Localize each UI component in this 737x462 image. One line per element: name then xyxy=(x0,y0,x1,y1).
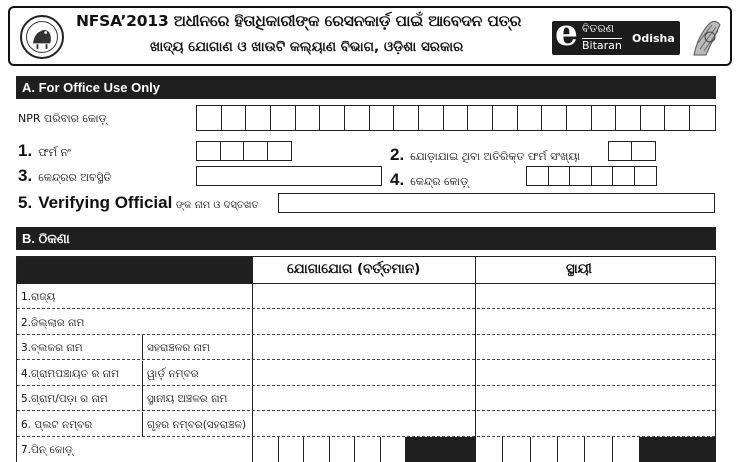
row-label: 1.ରାଜ୍ୟ xyxy=(21,291,56,303)
digit-box[interactable] xyxy=(641,106,666,130)
center-location-field[interactable] xyxy=(196,166,382,186)
row-sub-label: ୱାର୍ଡ଼ ନମ୍ବର xyxy=(147,368,199,380)
logo-e: e xyxy=(555,12,578,54)
pin-blank-permanent xyxy=(639,437,715,462)
center-location-label: 3. କେନ୍ଦ୍ରର ଅବସ୍ଥିତି xyxy=(18,166,112,185)
divider xyxy=(142,412,143,437)
form-number-label: 1. ଫର୍ମ ନଂ xyxy=(18,141,71,160)
digit-box[interactable] xyxy=(268,142,292,160)
e-bitaran-logo xyxy=(552,12,680,55)
pin-digit-box[interactable] xyxy=(303,437,329,462)
digit-box[interactable] xyxy=(197,106,222,130)
digit-box[interactable] xyxy=(635,167,657,185)
digit-box[interactable] xyxy=(444,106,469,130)
address-table xyxy=(16,256,716,462)
additional-forms-count-boxes[interactable] xyxy=(608,141,656,161)
digit-box[interactable] xyxy=(244,142,268,160)
digit-box[interactable] xyxy=(296,106,321,130)
digit-box[interactable] xyxy=(345,106,370,130)
row-label: 4.ଗ୍ରାମପଞ୍ଚାୟତ ର ନାମ xyxy=(21,368,119,380)
present-address-field[interactable] xyxy=(253,284,474,309)
row-label: 6. ପ୍ଲଟ ନମ୍ବର xyxy=(21,419,93,431)
center-code-label: 4. କେନ୍ଦ୍ର କୋଡ଼୍ xyxy=(390,170,469,189)
divider xyxy=(142,335,143,360)
form-header xyxy=(8,6,732,66)
digit-box[interactable] xyxy=(419,106,444,130)
divider xyxy=(142,386,143,411)
digit-box[interactable] xyxy=(518,106,543,130)
digit-box[interactable] xyxy=(468,106,493,130)
additional-forms-label: 2. ଯୋଡ଼ାଯାଇ ଥିବା ଅତିରିକ୍ତ ଫର୍ମ ସଂଖ୍ୟା xyxy=(390,145,580,164)
section-a-heading: A. For Office Use Only xyxy=(16,76,716,99)
digit-box[interactable] xyxy=(246,106,271,130)
digit-box[interactable] xyxy=(493,106,518,130)
konark-wheel-sketch-icon xyxy=(686,15,726,61)
present-address-field[interactable] xyxy=(253,335,474,360)
pin-digit-box[interactable] xyxy=(380,437,406,462)
verifying-official-label: 5. Verifying Official ଙ୍କ ନାମ ଓ ଦସ୍ତଖତ xyxy=(18,193,259,212)
pin-digit-box[interactable] xyxy=(354,437,380,462)
pin-digit-box[interactable] xyxy=(612,437,639,462)
logo-bitaran-text: Bitaran xyxy=(582,39,622,52)
digit-box[interactable] xyxy=(394,106,419,130)
digit-box[interactable] xyxy=(370,106,395,130)
digit-box[interactable] xyxy=(613,167,635,185)
digit-box[interactable] xyxy=(570,167,592,185)
npr-family-code-label: NPR ପରିବାର କୋଡ଼୍ xyxy=(18,112,107,125)
pin-digit-box[interactable] xyxy=(502,437,529,462)
row-label: 3.ବ୍ଲକର ନାମ xyxy=(21,342,83,354)
section-b-heading: B. ଠିକଣା xyxy=(16,227,716,250)
npr-family-code-boxes[interactable] xyxy=(196,105,716,131)
present-address-field[interactable] xyxy=(253,361,474,386)
digit-box[interactable] xyxy=(549,167,571,185)
digit-box[interactable] xyxy=(320,106,345,130)
address-table-header-row xyxy=(17,257,715,284)
logo-odia-text: ବିତରଣ xyxy=(582,22,614,35)
form-number-boxes[interactable] xyxy=(196,141,292,161)
logo-odisha-text: Odisha xyxy=(632,32,675,45)
digit-box[interactable] xyxy=(592,106,617,130)
divider xyxy=(142,361,143,386)
pin-digit-box[interactable] xyxy=(475,437,502,462)
department-name: ଖାଦ୍ୟ ଯୋଗାଣ ଓ ଖାଉଟି କଲ୍ୟାଣ ବିଭାଗ, ଓଡ଼ିଶା ସରକାର xyxy=(150,39,464,55)
digit-box[interactable] xyxy=(222,106,247,130)
permanent-address-field[interactable] xyxy=(476,361,714,386)
digit-box[interactable] xyxy=(616,106,641,130)
digit-box[interactable] xyxy=(221,142,245,160)
digit-box[interactable] xyxy=(527,167,549,185)
row-label: 2.ଜିଲ୍ଲାର ନାମ xyxy=(21,317,85,329)
digit-box[interactable] xyxy=(665,106,690,130)
pin-digit-box[interactable] xyxy=(252,437,278,462)
present-address-field[interactable] xyxy=(253,310,474,335)
pin-digit-box[interactable] xyxy=(557,437,584,462)
permanent-address-field[interactable] xyxy=(476,284,714,309)
pin-blank-present xyxy=(405,437,475,462)
odisha-emblem-icon xyxy=(20,15,64,59)
digit-box[interactable] xyxy=(271,106,296,130)
col-header-permanent-address: ସ୍ଥାୟୀ xyxy=(566,261,592,277)
row-sub-label: ସହରାଞ୍ଚଳର ନାମ xyxy=(147,342,210,354)
digit-box[interactable] xyxy=(609,142,632,160)
permanent-address-field[interactable] xyxy=(476,412,714,437)
center-code-boxes[interactable] xyxy=(526,166,657,186)
pin-digit-box[interactable] xyxy=(329,437,355,462)
pin-digit-box[interactable] xyxy=(278,437,304,462)
permanent-address-field[interactable] xyxy=(476,386,714,411)
verifying-official-field[interactable] xyxy=(278,193,715,213)
row-sub-label: ସ୍ଥାନୀୟ ଅଞ୍ଚଳର ନାମ xyxy=(147,393,228,405)
permanent-address-field[interactable] xyxy=(476,335,714,360)
pin-digit-box[interactable] xyxy=(530,437,557,462)
pin-digit-box[interactable] xyxy=(584,437,611,462)
col-header-present-address: ଯୋଗାଯୋଗ (ବର୍ତ୍ତମାନ) xyxy=(287,261,421,277)
form-title: NFSA’2013 ଅଧୀନରେ ହିତାଧିକାରୀଙ୍କ ରେସନକାର୍ଡ଼ ପାଇଁ ଆବେଦନ ପତ୍ର xyxy=(76,12,522,30)
row-label: 5.ଗ୍ରାମ/ପଡ଼ା ର ନାମ xyxy=(21,393,108,405)
row-sub-label: ଗୃହର ନମ୍ବର(ସହରାଞ୍ଚଳ) xyxy=(147,419,247,431)
present-address-field[interactable] xyxy=(253,412,474,437)
digit-box[interactable] xyxy=(690,106,715,130)
digit-box[interactable] xyxy=(542,106,567,130)
digit-box[interactable] xyxy=(567,106,592,130)
row-label: 7.ପିନ୍ କୋଡ଼୍ xyxy=(21,444,73,456)
digit-box[interactable] xyxy=(197,142,221,160)
digit-box[interactable] xyxy=(632,142,655,160)
permanent-address-field[interactable] xyxy=(476,310,714,335)
digit-box[interactable] xyxy=(592,167,614,185)
present-address-field[interactable] xyxy=(253,386,474,411)
